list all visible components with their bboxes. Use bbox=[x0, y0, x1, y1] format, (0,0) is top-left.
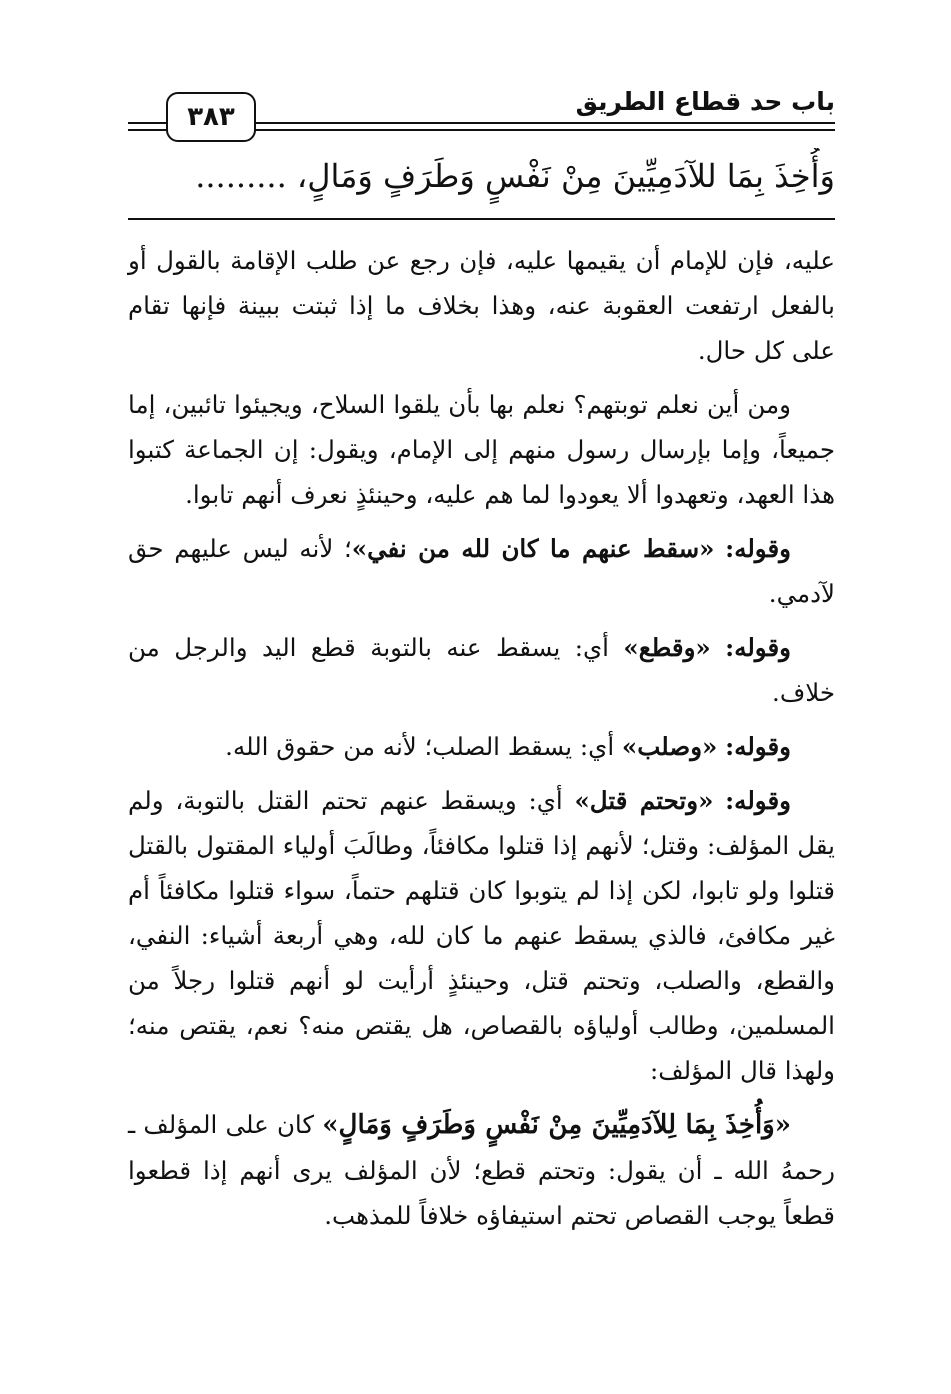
paragraph-text: عليه، فإن للإمام أن يقيمها عليه، فإن رجع عن طلب الإقامة بالقول أو بالفعل ارتفعت العقوبة عنه، وهذا بخلاف ما إذا ثبتت ببينة فإنها تقام على كل حال. bbox=[128, 246, 835, 365]
paragraph-quote: «وقطع» bbox=[623, 633, 711, 662]
page-header bbox=[128, 82, 835, 142]
paragraph-text: أي: يسقط الصلب؛ لأنه من حقوق الله. bbox=[225, 732, 622, 761]
paragraph-text: ؛ لأنه ليس عليهم حق لآدمي. bbox=[128, 534, 835, 608]
matn-line: وَأُخِذَ بِمَا للآدَمِيِّينَ مِنْ نَفْسٍ وَطَرَفٍ وَمَالٍ، ......... bbox=[195, 157, 835, 195]
paragraph bbox=[128, 778, 835, 1093]
paragraph-quote: «وتحتم قتل» bbox=[574, 786, 714, 815]
matn-separator bbox=[128, 218, 835, 220]
paragraph-text: أي: يسقط عنه بالتوبة قطع اليد والرجل من خلاف. bbox=[128, 633, 835, 707]
paragraph bbox=[128, 1102, 835, 1238]
paragraph bbox=[128, 724, 835, 769]
paragraph-quote: «سقط عنهم ما كان لله من نفي» bbox=[351, 534, 715, 563]
paragraph-keyword: وقوله: bbox=[725, 732, 791, 761]
paragraph bbox=[128, 526, 835, 616]
paragraph-keyword: وقوله: bbox=[725, 633, 791, 662]
paragraph-matn-quote: «وَأُخِذَ بِمَا لِلآدَمِيِّينَ مِنْ نَفْسٍ وَطَرَفٍ وَمَالٍ» bbox=[322, 1110, 791, 1140]
commentary-body bbox=[128, 238, 835, 1247]
paragraph bbox=[128, 238, 835, 373]
paragraph-keyword: وقوله: bbox=[725, 534, 791, 563]
paragraph-text: أي: ويسقط عنهم تحتم القتل بالتوبة، ولم يقل المؤلف: وقتل؛ لأنهم إذا قتلوا مكافئاً، وطالَبَ أولياء المقتول بالقتل قتلوا ولو تابوا، لكن إذا لم يتوبوا كان قتلهم حتماً، سواء قتلوا مكافئاً أم غير مكافئ، فالذي يسقط عنهم ما كان لله، وهي أربعة أشياء: النفي، والقطع، والصلب، وتحتم قتل، وحينئذٍ أرأيت لو أنهم قتلوا رجلاً من المسلمين، وطالب أولياؤه بالقصاص، هل يقتص منه؟ نعم، يقتص منه؛ ولهذا قال المؤلف: bbox=[128, 786, 835, 1085]
paragraph-keyword: وقوله: bbox=[725, 786, 791, 815]
paragraph-text: ومن أين نعلم توبتهم؟ نعلم بها بأن يلقوا السلاح، ويجيئوا تائبين، إما جميعاً، وإما بإرسال رسول منهم إلى الإمام، ويقول: إن الجماعة كتبوا هذا العهد، وتعهدوا ألا يعودوا لما هم عليه، وحينئذٍ نعرف أنهم تابوا. bbox=[128, 390, 835, 509]
paragraph bbox=[128, 625, 835, 715]
page-number-badge: ٣٨٣ bbox=[166, 92, 256, 142]
paragraph bbox=[128, 382, 835, 517]
chapter-title: باب حد قطاع الطريق bbox=[575, 87, 835, 116]
paragraph-quote: «وصلب» bbox=[621, 732, 718, 761]
paragraph-text: كان على المؤلف ـ رحمهُ الله ـ أن يقول: وتحتم قطع؛ لأن المؤلف يرى أنهم إذا قطعوا قطعاً يوجب القصاص تحتم استيفاؤه خلافاً للمذهب. bbox=[128, 1110, 835, 1230]
